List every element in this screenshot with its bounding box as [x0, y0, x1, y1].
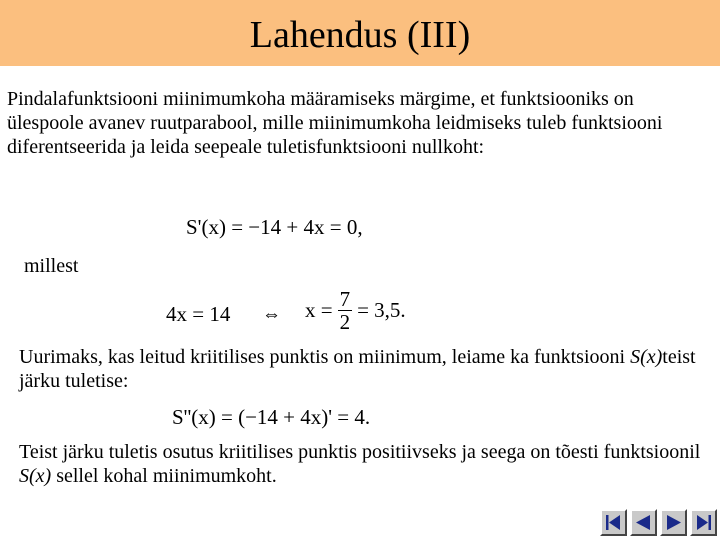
next-slide-button[interactable] — [660, 509, 687, 536]
first-slide-button[interactable] — [600, 509, 627, 536]
fraction-seven-halves — [338, 288, 353, 333]
equation-x-lhs: x = — [305, 298, 333, 322]
equation-4x-14: 4x = 14 — [166, 302, 231, 326]
function-s-of-x: S(x) — [630, 346, 663, 368]
paragraph-intro: Pindalafunktsiooni miinimumkoha määramiseks märgime, et funktsiooniks on ülespoole avanev ruutparabool, mille miinimumkoha leidmiseks tuleb funktsiooni diferentseerida ja leida seepeale tuletisfunktsiooni nullkoht: — [7, 88, 663, 158]
next-slide-icon — [663, 512, 684, 533]
equation-x-rhs: = 3,5. — [357, 298, 406, 322]
paragraph-second-derivative — [19, 345, 709, 393]
fraction-numerator: 7 — [339, 287, 351, 311]
paragraph-conclusion — [19, 440, 709, 488]
fraction-denominator: 2 — [339, 310, 351, 334]
equation-second-derivative: S''(x) = (−14 + 4x)' = 4. — [172, 405, 371, 429]
slide-navigation — [600, 509, 717, 536]
equivalence-symbol: ⇔ — [262, 304, 281, 325]
paragraph2-text: Uurimaks, kas leitud kriitilises punktis on miinimum, leiame ka funktsiooni — [19, 346, 631, 368]
slide-title: Lahendus (III) — [249, 14, 471, 56]
function-s-of-x: S(x) — [19, 465, 52, 487]
paragraph3-text: Teist järku tuletis osutus kriitilises punktis positiivseks ja seega on tõesti funktsioonil — [19, 441, 701, 463]
first-slide-icon — [603, 512, 624, 533]
title-bar — [0, 0, 720, 66]
last-slide-button[interactable] — [690, 509, 717, 536]
previous-slide-icon — [633, 512, 654, 533]
paragraph2-text-end: teist järku tuletise: — [19, 346, 696, 392]
equation-first-derivative: S'(x) = −14 + 4x = 0, — [186, 215, 363, 239]
equation-x-solution — [305, 288, 406, 333]
connector-text: millest — [24, 255, 79, 277]
last-slide-icon — [693, 512, 714, 533]
previous-slide-button[interactable] — [630, 509, 657, 536]
paragraph3-text-end: sellel kohal miinimumkoht. — [51, 465, 277, 487]
